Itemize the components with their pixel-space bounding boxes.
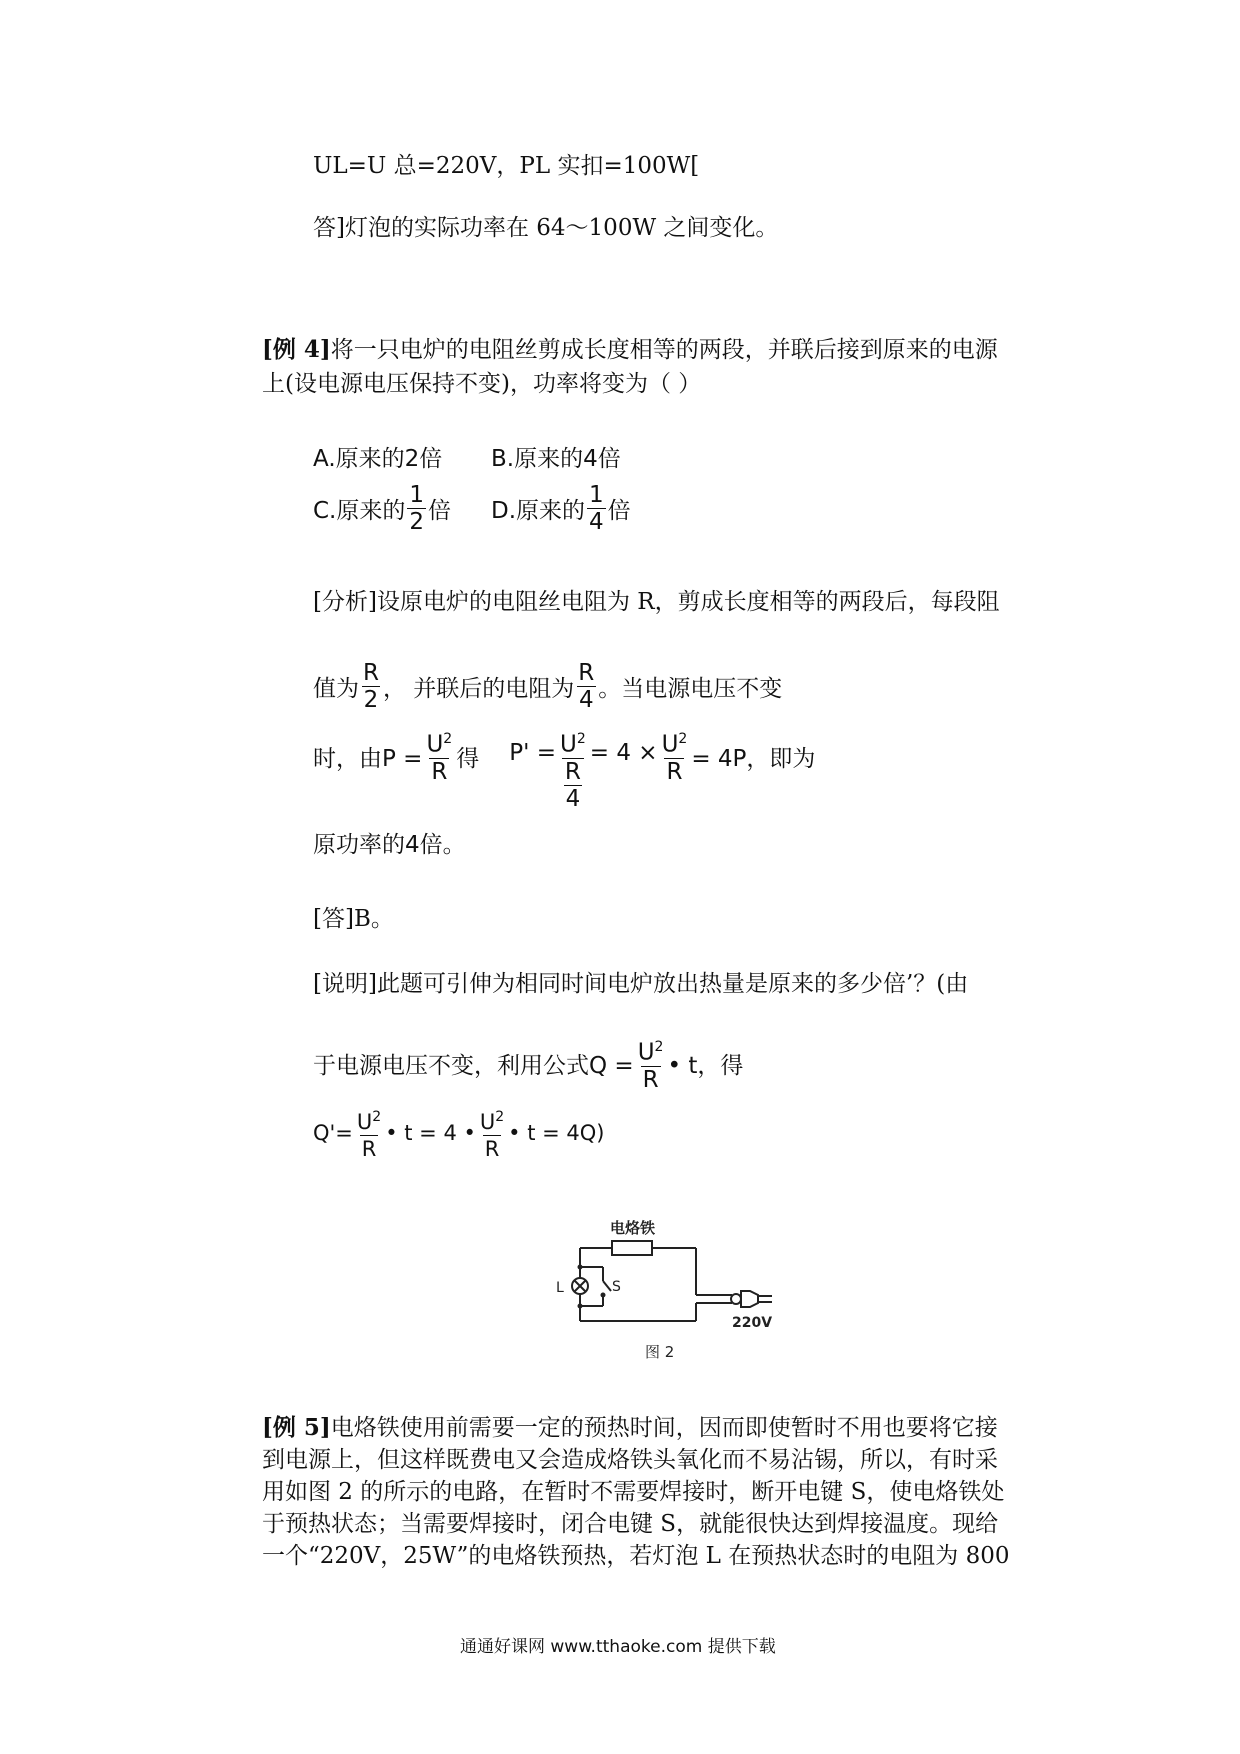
fraction — [361, 660, 381, 713]
numerator — [424, 726, 454, 758]
inner-denominator: 4 — [565, 785, 581, 812]
junction-dot — [578, 1265, 583, 1270]
example4-line2: 上(设电源电压保持不变)，功率将变为（ ） — [262, 371, 702, 397]
inner-numerator: R — [564, 758, 581, 785]
example4-line1 — [262, 334, 998, 366]
u-symbol: U — [356, 1110, 373, 1134]
note-line3 — [313, 1104, 605, 1162]
figure-caption: 图 2 — [645, 1343, 675, 1361]
denominator: R — [484, 1137, 500, 1161]
text: Q'= — [313, 1121, 353, 1145]
numerator — [558, 726, 588, 758]
u-symbol: U — [479, 1110, 496, 1134]
exponent: 2 — [443, 731, 453, 747]
plug-body — [741, 1291, 758, 1307]
exponent: 2 — [495, 1109, 505, 1125]
text: 。当电源电压不变 — [598, 676, 783, 702]
option-b: B.原来的4倍 — [491, 446, 621, 472]
denominator: R — [642, 1066, 659, 1093]
compound-fraction — [558, 726, 588, 812]
exponent: 2 — [678, 731, 688, 747]
text-line: 答]灯泡的实际功率在 64～100W 之间变化。 — [313, 215, 779, 241]
fraction — [478, 1104, 506, 1162]
example5-line2: 到电源上，但这样既费电又会造成烙铁头氧化而不易沾锡，所以，有时采 — [262, 1447, 998, 1473]
u-symbol: U — [637, 1039, 655, 1066]
exponent: 2 — [576, 731, 586, 747]
example5-text: 电烙铁使用前需要一定的预热时间，因而即使暂时不用也要将它接 — [330, 1415, 998, 1441]
example4-text: 将一只电炉的电阻丝剪成长度相等的两段，并联后接到原来的电源 — [330, 337, 998, 363]
note-line1: [说明]此题可引伸为相同时间电炉放出热量是原来的多少倍’？(由 — [313, 971, 969, 997]
numerator — [636, 1034, 666, 1066]
text: 值为 — [313, 676, 359, 702]
junction-dot — [601, 1293, 606, 1298]
option-c — [313, 482, 451, 535]
example5-line4: 于预热状态；当需要焊接时，闭合电键 S，就能很快达到焊接温度。现给 — [262, 1511, 999, 1537]
numerator: R — [363, 660, 379, 686]
option-d-text: D.原来的 — [491, 498, 586, 524]
numerator: 1 — [409, 482, 425, 508]
numerator — [355, 1104, 383, 1135]
text: P' = — [509, 740, 556, 766]
option-a: A.原来的2倍 — [313, 446, 443, 472]
text-line: UL=U 总=220V，PL 实扣=100W[ — [313, 153, 700, 179]
example5-line5: 一个“220V，25W”的电烙铁预热，若灯泡 L 在预热状态时的电阻为 800 — [262, 1543, 1010, 1569]
text: • t = 4Q) — [508, 1121, 605, 1145]
denominator: 4 — [578, 687, 594, 713]
text: 时，由P = — [313, 746, 423, 772]
numerator — [478, 1104, 506, 1135]
exponent: 2 — [654, 1039, 664, 1055]
fraction — [660, 726, 690, 785]
switch-blade — [603, 1281, 611, 1291]
fraction — [424, 726, 454, 785]
u-symbol: U — [661, 731, 679, 758]
text: 于电源电压不变，利用公式Q = — [313, 1052, 634, 1079]
option-d-suffix: 倍 — [607, 498, 631, 524]
text: ， 并联后的电阻为 — [382, 676, 575, 702]
junction-dot — [578, 1304, 583, 1309]
text: 得 — [456, 746, 480, 772]
denominator: 2 — [363, 687, 379, 713]
option-d — [491, 482, 631, 535]
example5-tag: [例 5] — [262, 1414, 331, 1441]
numerator: R — [578, 660, 595, 686]
fraction — [636, 1034, 666, 1093]
numerator — [660, 726, 690, 758]
denominator: 4 — [589, 509, 604, 535]
analysis-line1: [分析]设原电炉的电阻丝电阻为 R，剪成长度相等的两段后，每段阻 — [313, 589, 1000, 615]
plug-icon — [731, 1294, 741, 1304]
analysis-line2 — [313, 660, 782, 713]
switch-label: S — [612, 1279, 621, 1295]
fraction — [407, 482, 426, 535]
fraction — [587, 482, 606, 535]
lamp-label: L — [556, 1280, 564, 1296]
analysis-line4: 原功率的4倍。 — [313, 832, 466, 858]
example5-line3: 用如图 2 的所示的电路，在暂时不需要焊接时，断开电键 S，使电烙铁处 — [262, 1479, 1005, 1505]
note-line2 — [313, 1034, 743, 1093]
u-symbol: U — [560, 731, 577, 758]
page-footer: 通通好课网 www.tthaoke.com 提供下载 — [460, 1637, 776, 1657]
soldering-iron-resistor — [612, 1241, 652, 1255]
text: = 4P，即为 — [691, 746, 816, 772]
option-c-suffix: 倍 — [428, 498, 452, 524]
example5-line1 — [262, 1412, 998, 1444]
denominator: R — [361, 1137, 377, 1161]
option-c-text: C.原来的 — [313, 498, 406, 524]
denominator: 2 — [409, 509, 425, 535]
analysis-line3 — [313, 726, 815, 812]
text: = 4 × — [589, 740, 658, 766]
soldering-iron-label: 电烙铁 — [610, 1219, 656, 1237]
exponent: 2 — [372, 1109, 382, 1125]
voltage-label: 220V — [732, 1315, 773, 1331]
fraction — [576, 660, 596, 713]
denominator: R — [431, 758, 448, 785]
numerator: 1 — [589, 482, 604, 508]
u-symbol: U — [426, 731, 444, 758]
text: • t = 4 • — [385, 1121, 476, 1145]
example4-tag: [例 4] — [262, 336, 331, 363]
text: • t，得 — [667, 1052, 744, 1079]
denominator: R — [666, 758, 683, 785]
circuit-diagram — [540, 1215, 790, 1365]
fraction — [355, 1104, 383, 1162]
denominator — [562, 758, 585, 812]
answer-line: [答]B。 — [313, 906, 394, 932]
